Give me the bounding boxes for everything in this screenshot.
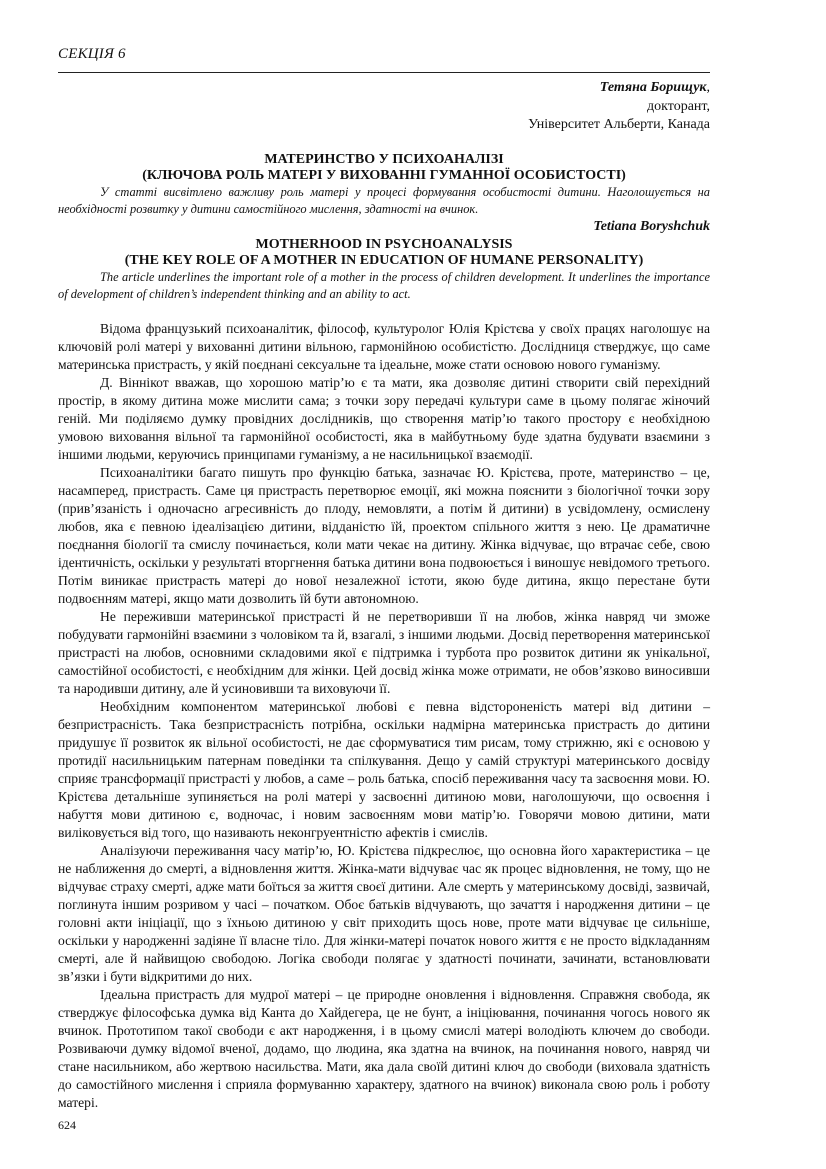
author-name-comma: , [706,80,710,95]
title-en [58,237,710,269]
title-ua [58,152,710,184]
article-body [58,320,710,1112]
body-paragraph: Ідеальна пристрасть для мудрої матері – це природне оновлення і відновлення. Справжня свобода, як стверджує філософська думка від Канта до Хайдегера, це не бунт, а ініціювання, починання чогось нового як вчинок. Прототипом такої свободи є акт народження, і в цьому смислі матері володіють ключем до свободи. Розвиваючи думку відомої вченої, додамо, що людина, яка здатна на вчинок, на починання нового, навряд чи стане насильником, або жертвою насильства. Мати, яка дала своїй дитині ключ до свободи (виховала здатність до самостійного мислення і сприяла формуванню характеру, здатного на вчинок) виконала свою роль і роботу матері. [58,987,710,1110]
author-name-en: Tetiana Boryshchuk [593,219,710,234]
author-affiliation: Університет Альберти, Канада [528,117,710,132]
title-ua-line2: (КЛЮЧОВА РОЛЬ МАТЕРІ У ВИХОВАННІ ГУМАННОЇ ОСОБИСТОСТІ) [142,168,626,183]
title-ua-line1: МАТЕРИНСТВО У ПСИХОАНАЛІЗІ [264,152,504,167]
title-en-line1: MOTHERHOOD IN PSYCHOANALYSIS [255,237,513,252]
section-header: СЕКЦІЯ 6 [58,46,126,62]
body-paragraph: Відома французький психоаналітик, філософ, культуролог Юлія Крістєва у своїх працях наголошує на ключовій ролі матері у вихованні дитини вільною, гармонійною особистістю. Дослідниця стверджує, що саме материнська пристрасть, у якій поєднані сексуальне та ідеальне, може стати основою нового гуманізму. [58,321,710,372]
abstract-ua: У статті висвітлено важливу роль матері у процесі формування особистості дитини. Наголошується на необхідності розвитку у дитини самостійного мислення, здатності на вчинок. [58,185,710,216]
author-position: докторант, [647,98,710,114]
body-paragraph: Необхідним компонентом материнської любові є певна відстороненість матері від дитини – безпристрасність. Така безпристрасність потрібна, оскільки надмірна материнська пристрасть до дитини придушує її розвиток як вільної особистості, не дає сформуватися тим рисам, тому стрижню, які є основою у протидії насильницьким патернам поведінки та спілкування. Дещо у самій структурі материнського досвіду сприяє трансформації пристрасті у любов, а саме – роль батька, спосіб переживання часу та засвоєння мови. Ю. Крістєва детальніше зупиняється на ролі матері у засвоєнні дитиною мови, наголошуючи, що освоєння і набуття мови дитиною є, водночас, і новим засвоєнням мови матір’ю. Говорячи мовою дитини, мати виліковується від того, що називають неконгруентністю афектів і смислів. [58,699,710,840]
page-number: 624 [58,1118,76,1132]
title-en-line2: (THE KEY ROLE OF A MOTHER IN EDUCATION OF HUMANE PERSONALITY) [124,253,644,268]
author-name-line [528,79,710,98]
body-paragraph: Аналізуючи переживання часу матір’ю, Ю. Крістєва підкреслює, що основна його характеристика – це не наближення до смерті, а відновлення життя. Жінка-мати відчуває час як процес відновлення, не тому, що не відчуває страху смерті, адже мати боїться за життя своєї дитини. Але смерть у материнському досвіді, зазвичай, поглинута іншим розривом у часі – початком. Обоє батьків відчувають, що зачаття і народження дитини – це головні акти ініціації, що з їхньою дитиною у світ приходить щось нове, проте мати відчуває це сильніше, оскільки у народженні задіяне її власне тіло. Для жінки-матері початок нового життя є не просто відкладанням смерті, але й найвищою свободою. Логіка свободи полягає у здатності починати, зачинати, встановлювати зв’язки і бути відкритими до них. [58,843,710,984]
body-paragraph: Д. Віннікот вважав, що хорошою матір’ю є та мати, яка дозволяє дитині створити свій перехідний простір, в якому дитина може мислити сама; з точки зору передачі культури саме в цьому полягає жіночий геній. Ми поділяємо думку провідних дослідників, що створення матір’ю такого простору є необхідною умовою виховання вільної та гармонійної особистості, яка в майбутньому буде здатна будувати взаємини з іншими людьми, керуючись принципами гуманізму, а не насильницької взаємодії. [58,375,710,462]
abstract-en: The article underlines the important role of a mother in the process of children development. It underlines the importance of development of children’s independent thinking and an ability to act. [58,270,710,301]
author-name-ua: Тетяна Борищук [599,80,707,95]
body-paragraph: Психоаналітики багато пишуть про функцію батька, зазначає Ю. Крістєва, проте, материнство – це, насамперед, пристрасть. Саме ця пристрасть перетворює емоції, які можна пояснити з біологічної точки зору (прив’язаність і одночасно агресивність до плоду, немовляти, а потім й дитини) в усвідомлену, осмислену любов, яка є певною ідеалізацією дитини, відданістю їй, проектом спільного життя з нею. Це драматичне поєднання біології та смислу починається, коли мати чекає на дитину. Жінка відчуває, що втрачає себе, свою ідентичність, оскільки у результаті вторгнення батька дитини вона подвоюється і виношує невідомого третього. Потім виникає пристрасть матері до нової незалежної істоти, якою буде дитина, якщо перестане бути подвоєнням матері, якщо мати дозволить їй бути автономною. [58,465,710,606]
header-divider [58,72,710,73]
body-paragraph: Не переживши материнської пристрасті й не перетворивши її на любов, жінка навряд чи зможе побудувати гармонійні взаємини з чоловіком та й, взагалі, з іншими людьми. Досвід перетворення материнської пристрасті на любов, основними складовими якої є підтримка і турбота про розвиток дитини як унікальної, самостійної особистості, є необхідним для жінки. Цей досвід жінка може отримати, не обов’язково виносивши та народивши дитину, але й усиновивши та виховуючи її. [58,609,710,696]
author-block-ua [528,79,710,135]
